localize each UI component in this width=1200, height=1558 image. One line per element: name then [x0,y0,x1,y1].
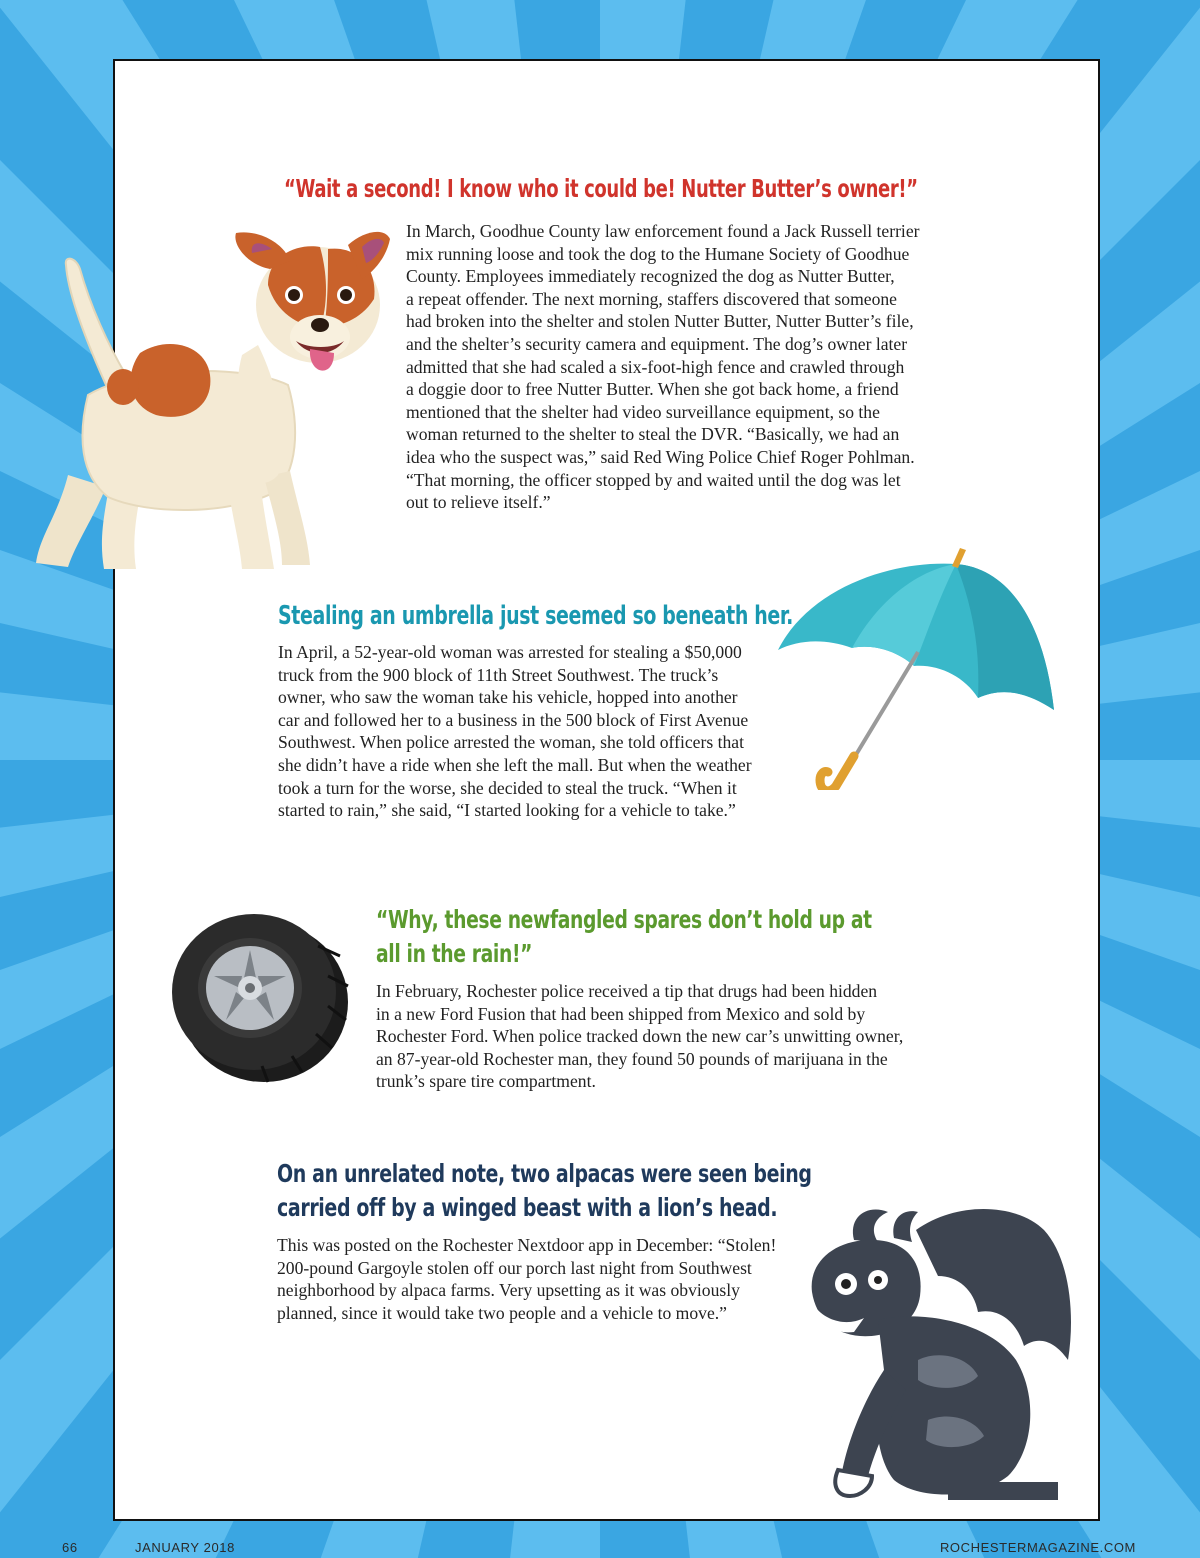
dog-illustration [28,225,400,577]
story-4-headline: On an unrelated note, two alpacas were seen being carried off by a winged beast with a lion’s head. [277,1159,812,1222]
gargoyle-illustration [798,1200,1082,1504]
story-3-body: In February, Rochester police received a tip that drugs had been hidden in a new Ford Fusion that had been shipped from Mexico and sold by Rochester Ford. When police tracked down the new car’s unwitting owner, an 87-year-old Rochester man, they found 50 pounds of marijuana in the trunk’s spare tire compartment. [376,981,904,1092]
issue-date: JANUARY 2018 [135,1540,235,1555]
story-3-headline: “Why, these newfangled spares don’t hold up at all in the rain!” [376,905,872,968]
story-2-headline: Stealing an umbrella just seemed so beneath her. [278,601,794,631]
website-url: ROCHESTERMAGAZINE.COM [939,1540,1136,1555]
story-1-body: In March, Goodhue County law enforcement found a Jack Russell terrier mix running loose and took the dog to the Humane Society of Goodhue County. Employees immediately recognized the dog as Nutter Butter, a repeat offender. The next morning, staffers discovered that someone had broken into the shelter and stolen Nutter Butter, Nutter Butter’s file, and the shelter’s security camera and equipment. The dog’s owner later admitted that she had scaled a six-foot-high fence and crawled through a doggie door to free Nutter Butter. When she got back home, a friend mentioned that the shelter had video surveillance equipment, so the woman returned to the shelter to steal the DVR. “Basically, we had an idea who the suspect was,” said Red Wing Police Chief Roger Pohlman. “That morning, the officer stopped by and waited until the dog was let out to relieve itself.” [406,221,920,513]
umbrella-illustration [768,540,1060,790]
story-2-body: In April, a 52-year-old woman was arrested for stealing a $50,000 truck from the 900 block of 11th Street Southwest. The truck’s owner, who saw the woman take his vehicle, hopped into another car and followed her to a business in the 500 block of First Avenue Southwest. When police arrested the woman, she told officers that she didn’t have a ride when she left the mall. But when the weather took a turn for the worse, she decided to steal the truck. “When it started to rain,” she said, “I started looking for a vehicle to take.” [278,642,752,821]
page-number: 66 [62,1540,78,1555]
tire-illustration [168,906,352,1086]
story-4-body: This was posted on the Rochester Nextdoor app in December: “Stolen! 200-pound Gargoyle stolen off our porch last night from Southwest neighborhood by alpaca farms. Very upsetting as it was obviously planned, since it would take two people and a vehicle to move.” [277,1235,777,1323]
story-1-headline: “Wait a second! I know who it could be! Nutter Butter’s owner!” [284,174,918,203]
